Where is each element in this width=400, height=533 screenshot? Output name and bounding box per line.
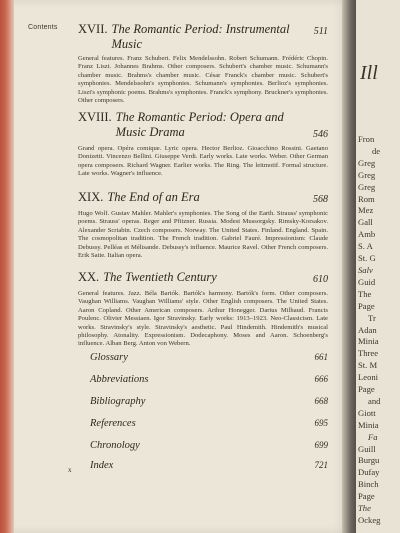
- facing-page-heading: Ill: [360, 62, 378, 84]
- chapter-entry: [78, 270, 328, 349]
- facing-line: Amb: [358, 229, 376, 240]
- chapter-title: The Romantic Period: Instrumental Music: [111, 22, 290, 51]
- facing-line: de: [372, 145, 381, 156]
- facing-line: Minia: [358, 336, 379, 347]
- facing-page: [356, 0, 400, 533]
- facing-line: St. G: [358, 253, 376, 264]
- chapter-page-number: 511: [313, 26, 328, 37]
- chapter-heading: [78, 22, 328, 52]
- chapter-number: XVII.: [78, 22, 108, 36]
- chapter-topics: General features. Jazz. Béla Bartók. Bartók's harmony. Bartók's form. Other composers. Vaughan Williams. Vaughan Williams' style. Other English composers. The United States. Aaron Copland. Other American composers. Arthur Honegger. Darius Milhaud. Francis Poulenc. Olivier Messiaen. Igor Stravinsky. Early works: 1913–1923. Neo-Classicism. Late works. Stravinsky's style. Stravinsky's aesthetic. Paul Hindemith. Hindemith's musical philosophy. Atonality. Expressionism. Dodecaphony. Moses and Aaron. Schoenberg's influence. Alban Berg. Anton von Webern.: [78, 290, 328, 348]
- facing-line: Three: [358, 348, 379, 359]
- facing-line: Ockeg: [358, 515, 381, 525]
- back-matter-item: [90, 418, 328, 429]
- chapter-topics: Grand opera. Opéra comique. Lyric opera. Hector Berlioz. Gioacchino Rossini. Gaetano Donizetti. Vincenzo Bellini. Giuseppe Verdi. Early works. Late works. Weber. Other German opera composers. Richard Wagner. Earlier works. The Ring. The leitmotif. Formal structure. Late works. Wagner's influence.: [78, 145, 328, 178]
- facing-line: The: [358, 503, 371, 514]
- facing-line: Burgu: [358, 455, 380, 466]
- back-matter-page: 661: [314, 352, 328, 362]
- chapter-topics: Hugo Wolf. Gustav Mahler. Mahler's symphonies. The Song of the Earth. Strauss' symphonic poems. Strauss' operas. Reger and Pfitzner. Russia. Modest Mussorgsky. Rimsky-Korsakov. Alexander Scriabin. Czech composers. Norway. The United States. Finland. England. Spain. The cosmopolitan tradition. The French tradition. Gabriel Fauré. Impressionism: Claude Debussy. Pelléas et Mélisande. Debussy's influence. Maurice Ravel. Other French composers. Erik Satie. Italian opera.: [78, 210, 328, 260]
- facing-line: and: [368, 395, 381, 406]
- facing-line: Page: [358, 300, 375, 311]
- facing-line: Giott: [358, 407, 376, 418]
- back-matter-page: 721: [314, 460, 328, 470]
- chapter-page-number: 610: [313, 274, 328, 285]
- facing-line: Fron: [358, 134, 375, 144]
- chapter-heading: [78, 110, 328, 142]
- chapter-number: XX.: [78, 270, 100, 284]
- back-matter-item: [90, 352, 328, 363]
- book-binding: [0, 0, 14, 533]
- facing-line: Adan: [358, 324, 377, 335]
- back-matter-page: 666: [314, 374, 328, 384]
- chapter-heading: [78, 190, 328, 207]
- facing-line: Page: [358, 384, 375, 395]
- facing-line: S. A: [358, 241, 373, 252]
- back-matter-label: Index: [90, 460, 114, 471]
- chapter-page-number: 546: [313, 129, 328, 140]
- chapter-entry: [78, 190, 328, 260]
- back-matter-label: Abbreviations: [90, 374, 149, 385]
- facing-line: Guid: [358, 276, 376, 287]
- facing-line: Mez: [358, 205, 374, 216]
- page-number-footer: x: [68, 466, 72, 474]
- chapter-entry: [78, 22, 328, 105]
- chapter-title: The Romantic Period: Opera and Music Drama: [115, 110, 284, 139]
- chapter-title: The End of an Era: [107, 190, 200, 204]
- facing-line: Rom: [358, 193, 375, 204]
- facing-line: Greg: [358, 169, 376, 180]
- back-matter-page: 668: [314, 396, 328, 406]
- back-matter-item: [90, 396, 328, 407]
- chapter-topics: General features. Franz Schubert. Felix Mendelssohn. Robert Schumann. Frédéric Chopin. Franz Liszt. Johannes Brahms. Other composers. Schubert's chamber music. Schumann's chamber music. Brahms's chamber music. César Franck's chamber music. Schubert's symphonies. Mendelssohn's symphonies. Schumann's symphonies. Berlioz's symphonies. Liszt's symphonic poems. Brahms's symphonies. Franck's symphony. Bruckner's symphonies. Other composers.: [78, 55, 328, 105]
- facing-line: Salv: [358, 264, 373, 275]
- back-matter-label: Bibliography: [90, 396, 146, 407]
- facing-line: St. M: [358, 360, 378, 371]
- back-matter-item: [90, 460, 328, 471]
- facing-line: Page: [358, 491, 375, 502]
- facing-line: The: [358, 288, 372, 299]
- chapter-number: XIX.: [78, 190, 104, 204]
- chapter-heading: [78, 270, 328, 287]
- facing-line: Dufay: [358, 467, 380, 478]
- facing-line: Minia: [358, 419, 379, 430]
- chapter-title: The Twentieth Century: [103, 270, 217, 284]
- chapter-number: XVIII.: [78, 110, 112, 124]
- back-matter-label: Glossary: [90, 352, 128, 363]
- facing-line: Fa: [368, 431, 378, 442]
- back-matter-page: 699: [314, 440, 328, 450]
- back-matter-label: References: [90, 418, 136, 429]
- running-header: Contents: [28, 24, 58, 31]
- back-matter-item: [90, 374, 328, 385]
- chapter-page-number: 568: [313, 194, 328, 205]
- chapter-entry: [78, 110, 328, 179]
- facing-line: Guill: [358, 443, 376, 454]
- facing-line: Greg: [358, 157, 376, 168]
- facing-line: Greg: [358, 181, 376, 192]
- facing-line: Leoni: [358, 372, 379, 383]
- facing-page-lines: [358, 134, 400, 527]
- back-matter-label: Chronology: [90, 440, 140, 451]
- back-matter-item: [90, 440, 328, 451]
- back-matter-page: 695: [314, 418, 328, 428]
- facing-line: Binch: [358, 479, 379, 490]
- facing-line: Gall: [358, 217, 373, 228]
- facing-line: Tr: [368, 312, 376, 323]
